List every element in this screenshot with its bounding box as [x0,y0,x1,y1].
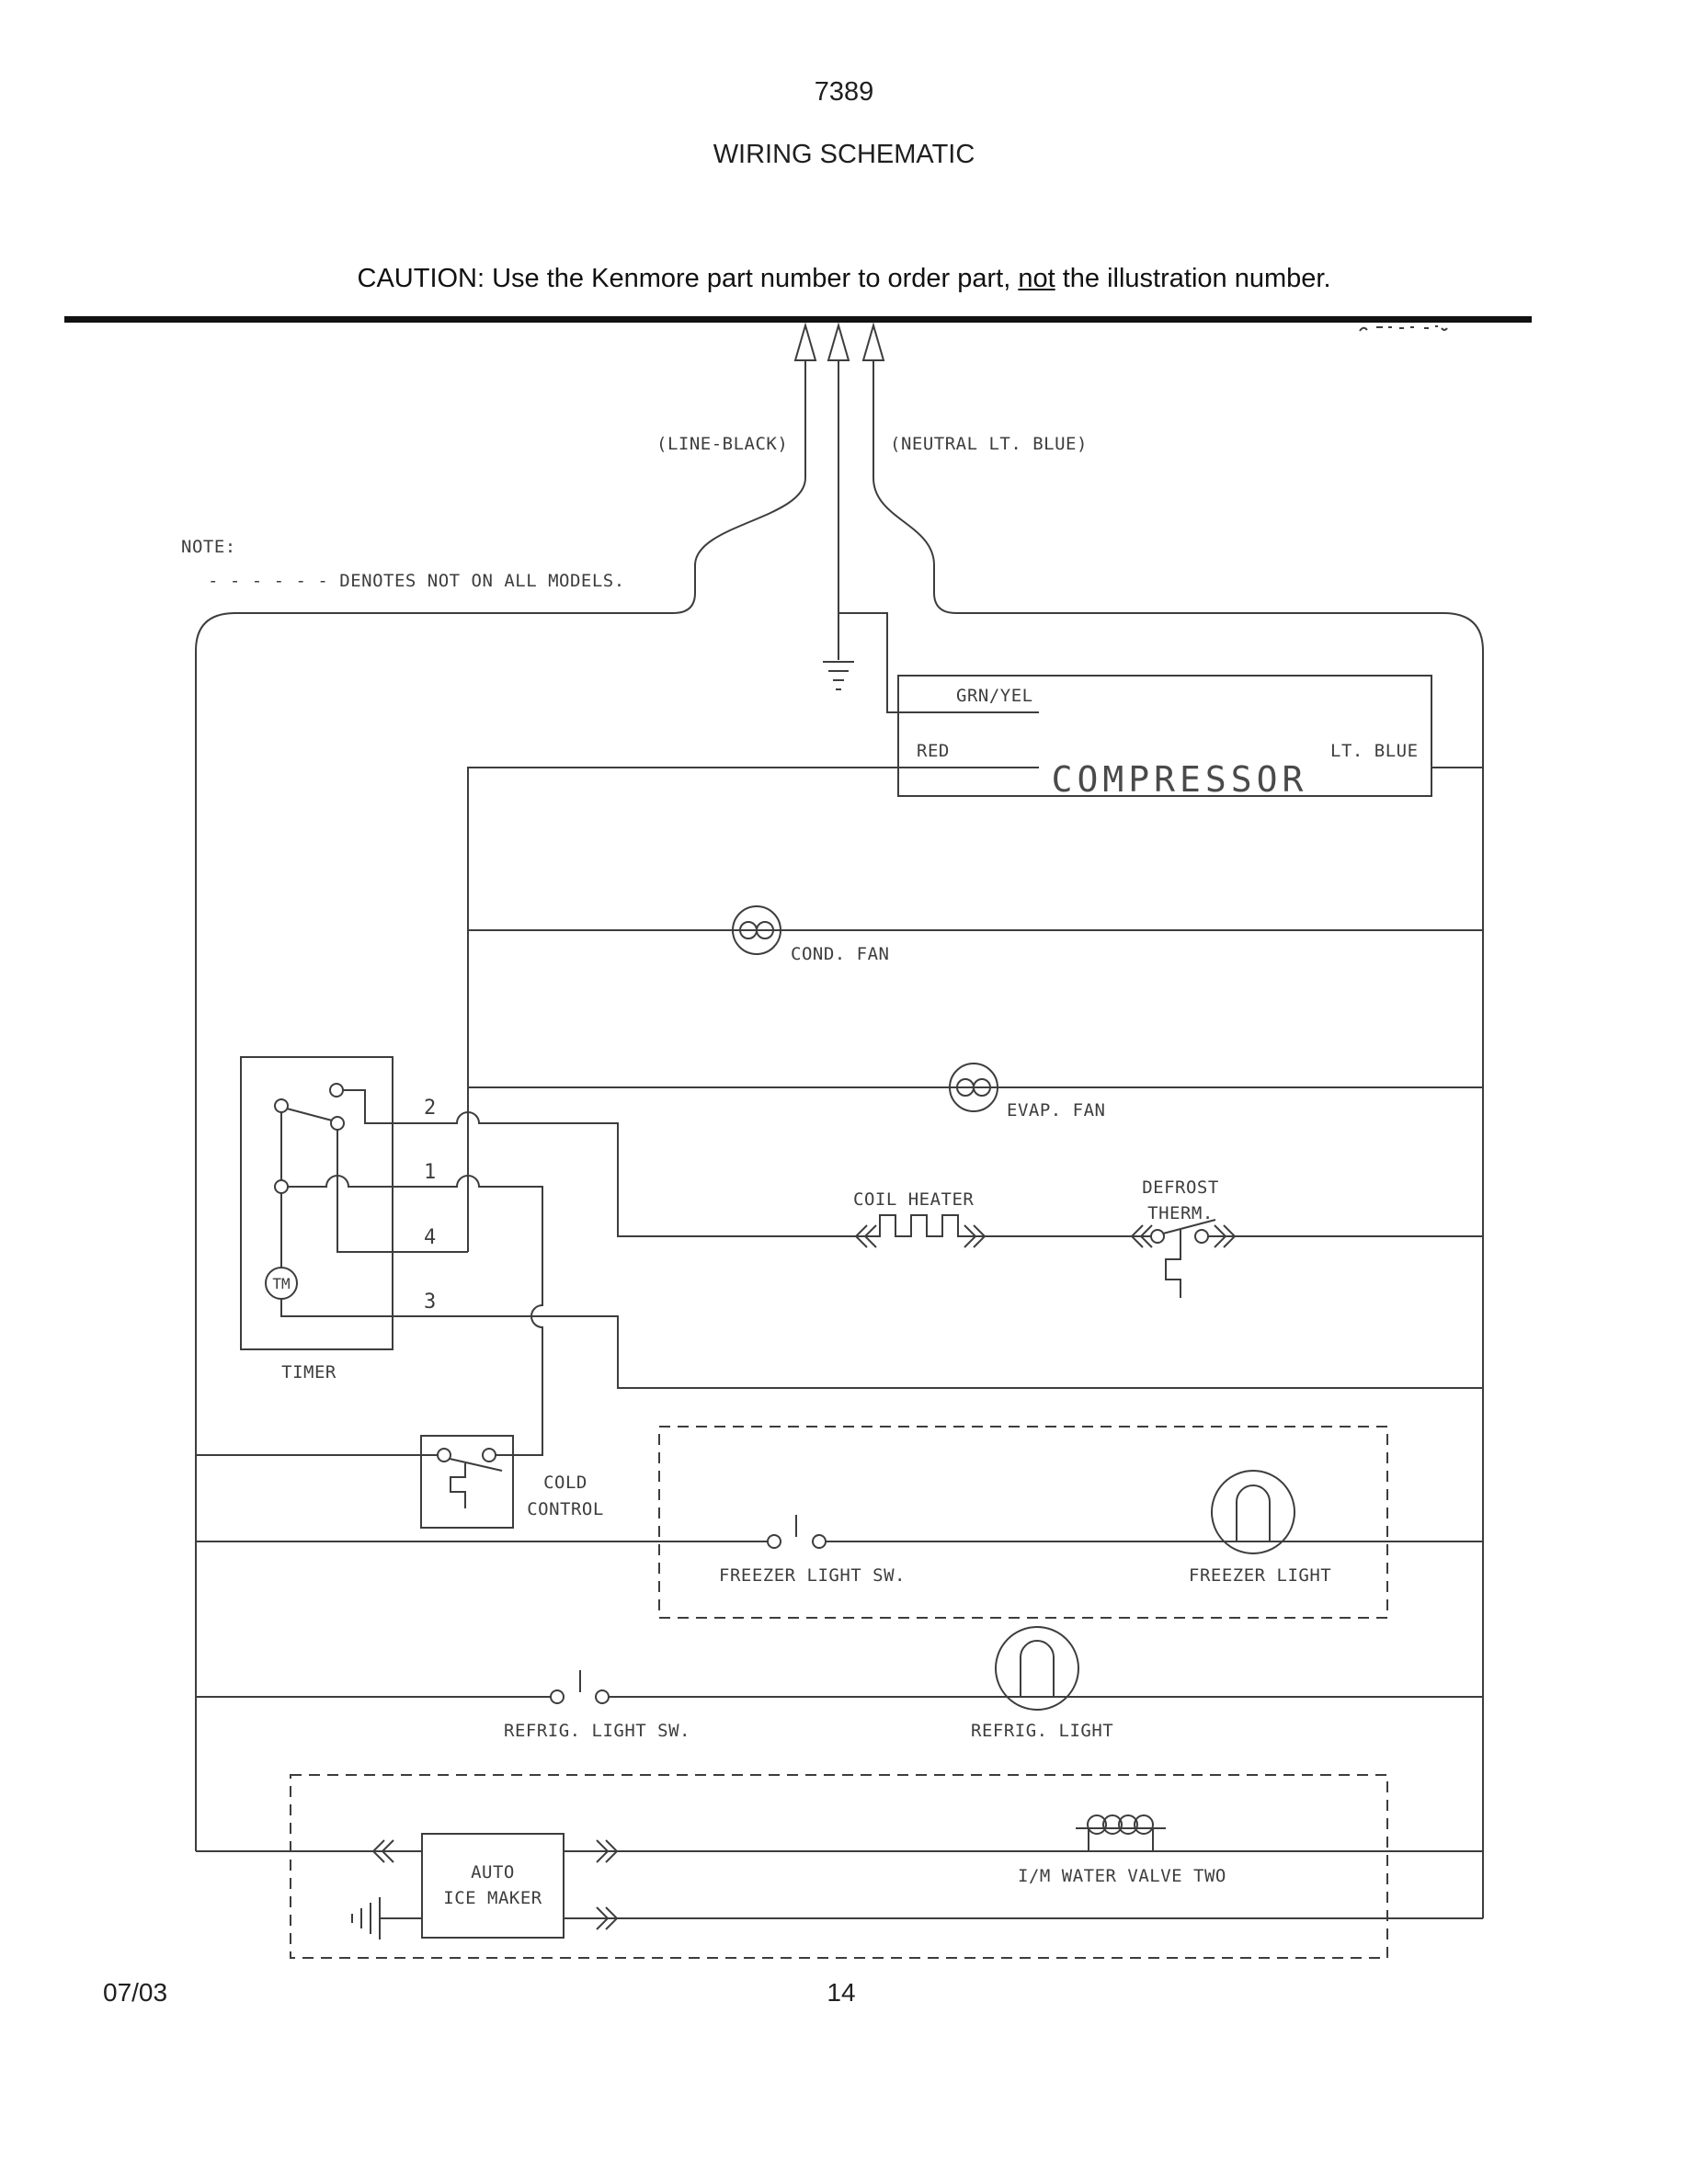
note-text: - - - - - - DENOTES NOT ON ALL MODELS. [208,571,625,591]
cold-control-contact [483,1449,496,1462]
caution-suffix: the illustration number. [1055,264,1331,293]
timer-contact [330,1084,343,1097]
refrig-light-label: REFRIG. LIGHT [971,1721,1114,1741]
wire-neutral-right-rail [873,360,1483,1918]
refrig-switch-contact [551,1690,564,1703]
timer-terminal-3: 3 [424,1291,437,1314]
caution-underlined-word: not [1018,264,1055,293]
ice-maker-label-line2: ICE MAKER [443,1888,542,1908]
grn-yel-label: GRN/YEL [956,686,1033,706]
line-black-label: (LINE-BLACK) [656,434,789,454]
freezer-switch-contact [813,1535,826,1548]
wire-red [468,768,1039,1252]
caution-prefix: CAUTION: Use the Kenmore part number to order part, [357,264,1019,293]
cold-control-box [421,1436,513,1528]
refrig-switch-label: REFRIG. LIGHT SW. [504,1721,690,1741]
arrow-up-icon [863,325,884,360]
timer-label: TIMER [281,1362,336,1382]
neutral-label: (NEUTRAL LT. BLUE) [890,434,1088,454]
cond-fan-motor-icon [733,906,781,954]
earth-ground-icon [823,662,854,689]
timer-box [241,1057,393,1349]
cold-control-contact [438,1449,451,1462]
ice-maker-label-line1: AUTO [471,1862,515,1883]
chassis-ground-icon [352,1897,380,1939]
bulb-filament [1021,1641,1054,1697]
footer-page-number: 14 [827,1978,856,2007]
tm-label: TM [272,1275,291,1292]
coil-heater-label: COIL HEATER [853,1189,975,1210]
freezer-compartment-dashed-box [659,1427,1387,1618]
timer-contact [275,1099,288,1112]
cold-control-switch-arm [450,1459,502,1471]
defrost-label-line1: DEFROST [1142,1177,1219,1198]
arrow-up-icon [795,325,815,360]
defrost-label-line2: THERM. [1147,1203,1214,1223]
lt-blue-label: LT. BLUE [1330,741,1419,761]
compressor-label: COMPRESSOR [1051,759,1308,800]
defrost-contact [1151,1230,1164,1243]
wire-terminal4 [337,1130,468,1252]
arrow-up-icon [828,325,849,360]
refrig-switch-contact [596,1690,609,1703]
cold-control-actuator [451,1463,465,1508]
footer-date: 07/03 [103,1978,168,2007]
model-number: 7389 [814,77,874,107]
defrost-contact [1195,1230,1208,1243]
red-label: RED [917,741,950,761]
clipped-text-fragment [1360,326,1447,331]
cond-fan-label: COND. FAN [791,944,890,964]
auto-ice-maker-box [422,1834,564,1938]
supply-arrows [795,325,884,360]
evap-fan-motor-icon [950,1064,998,1111]
water-valve-coil-icon [1076,1815,1166,1851]
freezer-light-label: FREEZER LIGHT [1189,1565,1332,1586]
timer-terminal-2: 2 [424,1097,437,1120]
cold-control-label-line2: CONTROL [527,1499,604,1519]
defrost-thermostat [1132,1220,1235,1298]
note-label: NOTE: [181,537,236,557]
timer-contact [275,1180,288,1193]
evap-fan-label: EVAP. FAN [1007,1100,1106,1120]
freezer-switch-contact [768,1535,781,1548]
freezer-switch-label: FREEZER LIGHT SW. [719,1565,906,1586]
timer-contact [331,1117,344,1130]
timer-terminal-1: 1 [424,1161,437,1184]
cold-control-label-line1: COLD [543,1473,587,1493]
timer-terminal-4: 4 [424,1226,437,1249]
bulb-filament [1237,1485,1270,1541]
water-valve-label: I/M WATER VALVE TWO [1018,1866,1226,1886]
defrost-actuator [1166,1230,1180,1298]
page-title: WIRING SCHEMATIC [713,140,975,169]
wire-terminal3 [281,1299,1483,1388]
timer-switch-arm [287,1109,332,1120]
